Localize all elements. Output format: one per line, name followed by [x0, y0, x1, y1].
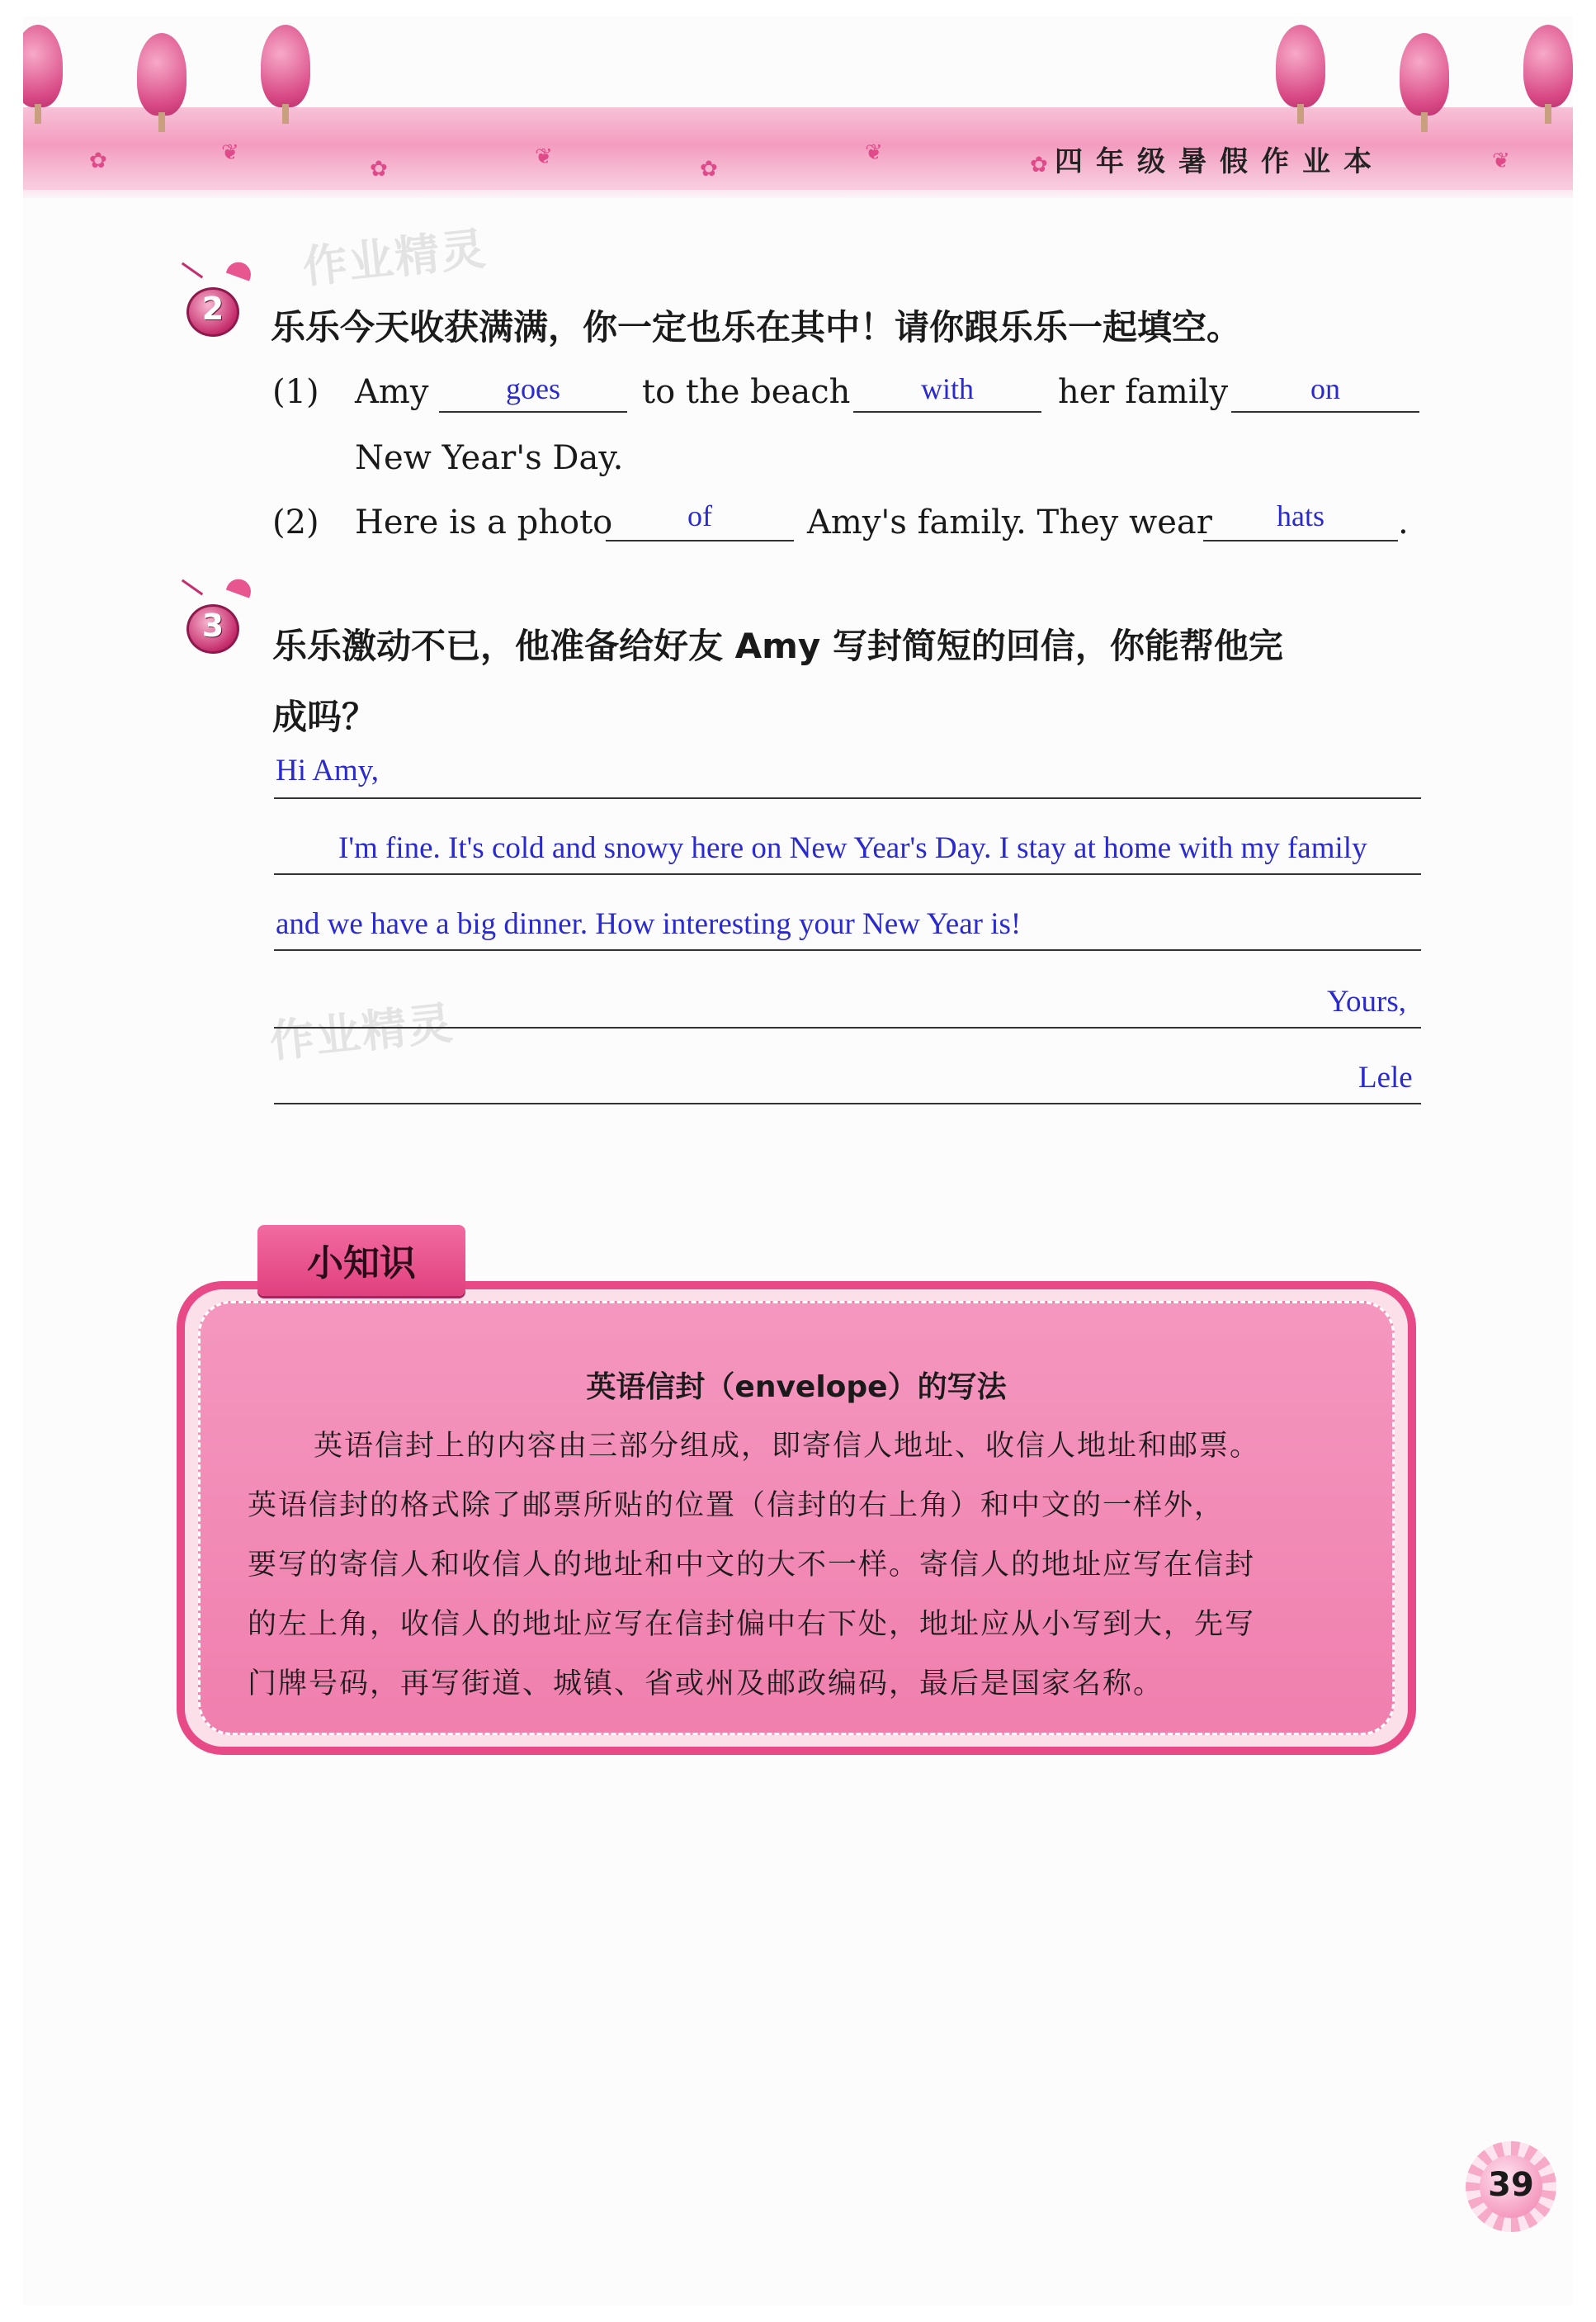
item-2-text: Here is a photo	[355, 504, 613, 541]
letter-signature: Lele	[1358, 1061, 1413, 1095]
question-3-badge	[180, 579, 249, 654]
knowledge-line: 要写的寄信人和收信人的地址和中文的大不一样。寄信人的地址应写在信封	[248, 1549, 1256, 1582]
knowledge-line: 英语信封上的内容由三部分组成，即寄信人地址、收信人地址和邮票。	[314, 1430, 1261, 1463]
writing-line[interactable]	[274, 873, 1421, 875]
butterfly-icon: ❦	[1492, 149, 1510, 173]
letter-closing: Yours,	[1327, 985, 1406, 1019]
question-number: 2	[201, 291, 224, 327]
writing-line[interactable]	[274, 1103, 1421, 1104]
item-1-text: New Year's Day.	[355, 439, 624, 477]
writing-line[interactable]	[274, 949, 1421, 951]
flower-icon: ✿	[89, 149, 107, 173]
knowledge-line: 英语信封的格式除了邮票所贴的位置（信封的右上角）和中文的一样外，	[248, 1489, 1225, 1522]
item-2-text: .	[1398, 504, 1409, 541]
butterfly-icon: ❦	[221, 140, 239, 165]
item-2-label: (2)	[272, 504, 319, 541]
knowledge-sign-label: 小知识	[307, 1242, 416, 1284]
page-number-badge	[1466, 2141, 1556, 2232]
answer-text: hats	[1277, 499, 1324, 532]
item-1-text: to the beach	[642, 373, 851, 411]
letter-body-line: and we have a big dinner. How interesting your New Year is!	[276, 907, 1022, 941]
flower-icon: ✿	[700, 157, 718, 182]
item-1-label: (1)	[272, 373, 319, 411]
writing-line[interactable]	[274, 1027, 1421, 1029]
answer-text: with	[920, 372, 974, 405]
knowledge-line: 门牌号码，再写街道、城镇、省或州及邮政编码，最后是国家名称。	[248, 1667, 1164, 1700]
item-1-text: Amy	[355, 373, 429, 411]
question-3-title: 乐乐激动不已，他准备给好友 Amy 写封简短的回信，你能帮他完	[272, 626, 1283, 666]
butterfly-icon: ❦	[865, 140, 883, 165]
knowledge-line: 的左上角，收信人的地址应写在信封偏中右下处，地址应从小写到大，先写	[248, 1608, 1256, 1641]
flower-icon: ✿	[1030, 153, 1048, 177]
letter-body-line: I'm fine. It's cold and snowy here on New Year's Day. I stay at home with my family	[338, 831, 1367, 865]
question-3-title-cont: 成吗？	[272, 697, 377, 737]
butterfly-icon: ❦	[535, 144, 553, 169]
page-background	[23, 17, 1573, 2305]
knowledge-title: 英语信封（envelope）的写法	[586, 1370, 1007, 1404]
answer-text: on	[1310, 372, 1340, 405]
question-2-badge	[180, 262, 249, 337]
letter-greeting: Hi Amy,	[276, 754, 380, 787]
flower-icon: ✿	[370, 157, 388, 182]
answer-text: of	[687, 499, 712, 532]
page-number: 39	[1488, 2166, 1534, 2204]
watermark: 作业精灵	[300, 222, 490, 294]
header-banner	[23, 17, 1573, 198]
header-title: 四年级暑假作业本	[1055, 145, 1385, 178]
watermark: 作业精灵	[267, 996, 457, 1068]
item-2-text: Amy's family. They wear	[807, 504, 1212, 541]
writing-line[interactable]	[274, 797, 1421, 799]
question-number: 3	[201, 608, 224, 644]
answer-text: goes	[506, 372, 560, 405]
question-2-title: 乐乐今天收获满满，你一定也乐在其中！请你跟乐乐一起填空。	[271, 307, 1242, 348]
item-1-text: her family	[1058, 373, 1229, 411]
